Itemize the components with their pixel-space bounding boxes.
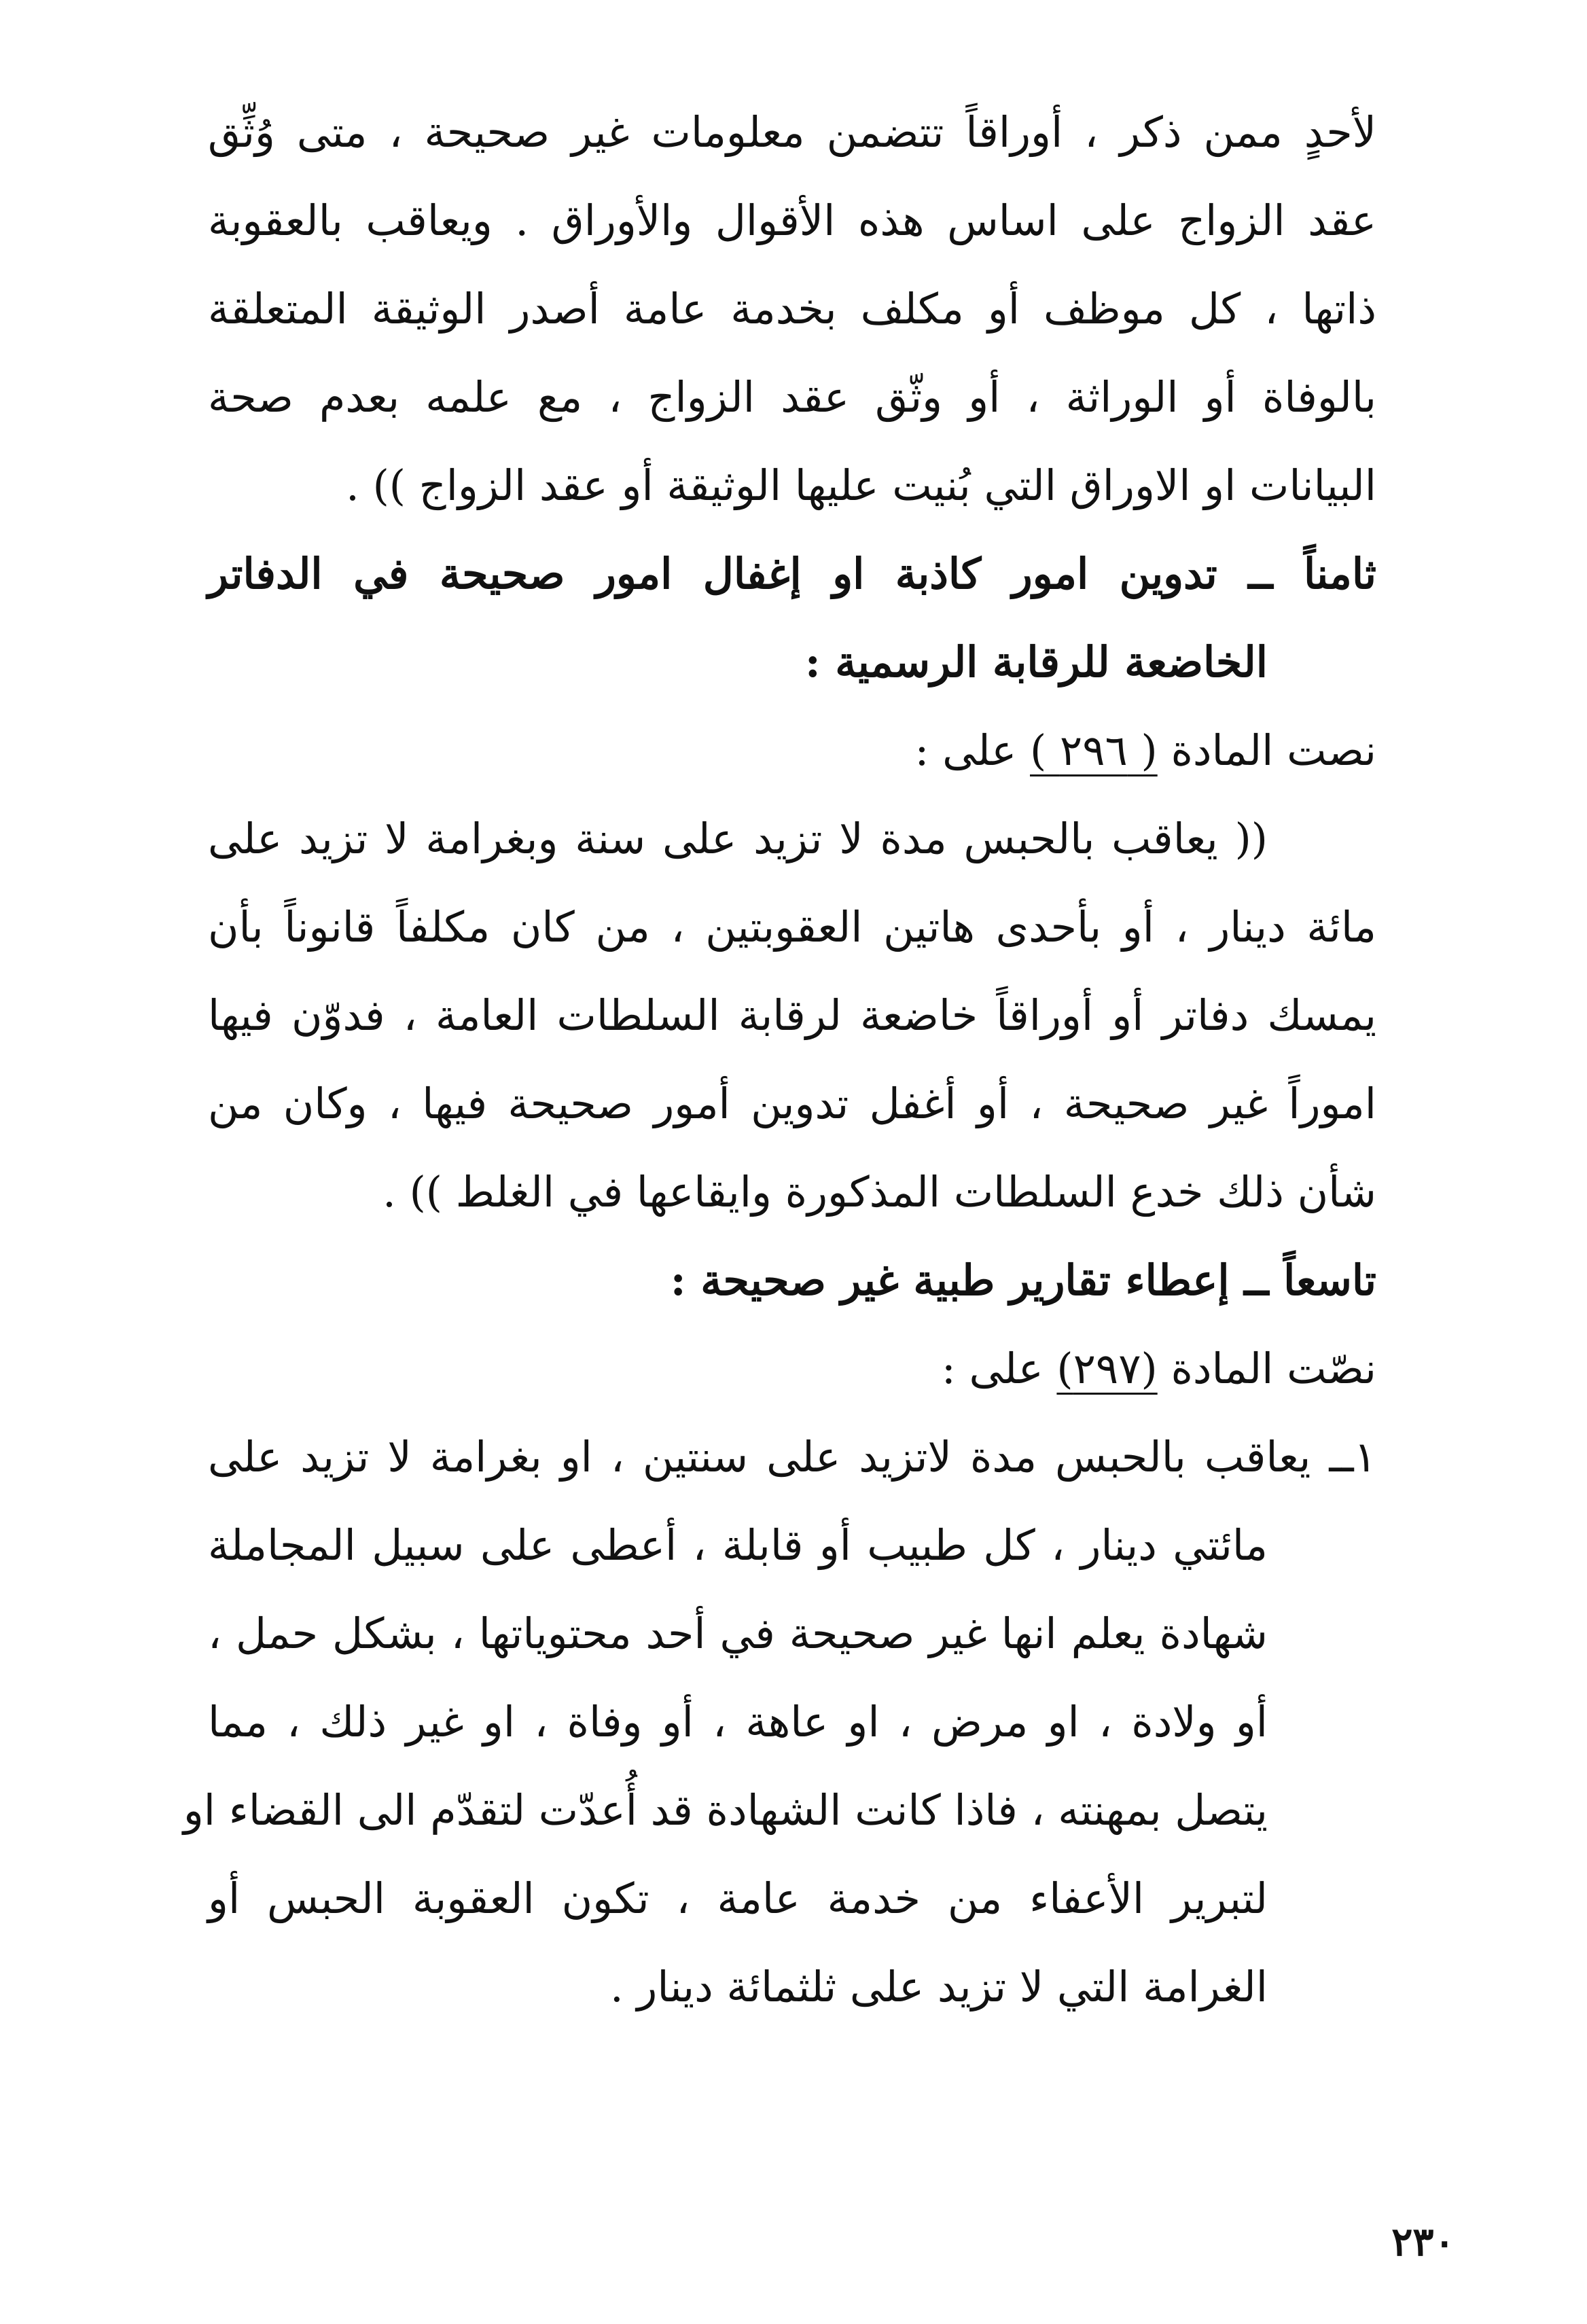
clause-line: مائتي دينار ، كل طبيب أو قابلة ، أعطى على سبيل المجاملة xyxy=(208,1520,1268,1570)
quote-line: شأن ذلك خدع السلطات المذكورة وايقاعها في الغلط )) . xyxy=(382,1167,1376,1217)
paragraph-line: لأحدٍ ممن ذكر ، أوراقاً تتضمن معلومات غير صحيحة ، متى وُثِّق xyxy=(208,107,1376,157)
article-suffix: على : xyxy=(941,1344,1044,1393)
clause-line: شهادة يعلم انها غير صحيحة في أحد محتوياتها ، بشكل حمل ، xyxy=(208,1609,1268,1658)
paragraph-line: ذاتها ، كل موظف أو مكلف بخدمة عامة أصدر الوثيقة المتعلقة xyxy=(208,284,1376,334)
quote-line: (( يعاقب بالحبس مدة لا تزيد على سنة وبغرامة لا تزيد على xyxy=(208,814,1268,863)
article-prefix: نصّت المادة xyxy=(1171,1344,1376,1393)
section-heading-eighth-continued: الخاضعة للرقابة الرسمية : xyxy=(804,637,1268,687)
article-prefix: نصت المادة xyxy=(1171,726,1376,775)
section-heading-eighth: ثامناً ــ تدوين امور كاذبة او إغفال امور صحيحة في الدفاتر xyxy=(208,549,1376,598)
article-suffix: على : xyxy=(914,726,1017,775)
page-number: ٢٣٠ xyxy=(1391,2219,1455,2265)
clause-line: ١ــ يعاقب بالحبس مدة لاتزيد على سنتين ، او بغرامة لا تزيد على xyxy=(208,1432,1376,1482)
quote-line: يمسك دفاتر أو أوراقاً خاضعة لرقابة السلطات العامة ، فدوّن فيها xyxy=(208,990,1376,1040)
quote-line: مائة دينار ، أو بأحدى هاتين العقوبتين ، من كان مكلفاً قانوناً بأن xyxy=(208,902,1376,952)
article-number: (٢٩٧) xyxy=(1056,1344,1158,1393)
quote-line: اموراً غير صحيحة ، أو أغفل تدوين أمور صحيحة فيها ، وكان من xyxy=(208,1079,1376,1128)
article-number: ( ٢٩٦ ) xyxy=(1030,726,1158,775)
clause-line: أو ولادة ، او مرض ، او عاهة ، أو وفاة ، او غير ذلك ، مما xyxy=(208,1697,1268,1747)
section-heading-ninth: تاسعاً ــ إعطاء تقارير طبية غير صحيحة : xyxy=(670,1255,1376,1305)
clause-line: لتبرير الأعفاء من خدمة عامة ، تكون العقوبة الحبس أو xyxy=(208,1874,1268,1923)
clause-line: يتصل بمهنته ، فاذا كانت الشهادة قد أُعدّت لتقدّم الى القضاء او xyxy=(183,1785,1268,1835)
paragraph-line: بالوفاة أو الوراثة ، أو وثّق عقد الزواج ، مع علمه بعدم صحة xyxy=(208,372,1376,422)
paragraph-line: عقد الزواج على اساس هذه الأقوال والأوراق . ويعاقب بالعقوبة xyxy=(208,196,1376,245)
clause-line: الغرامة التي لا تزيد على ثلثمائة دينار . xyxy=(609,1962,1268,2012)
article-296-intro xyxy=(208,707,1376,795)
paragraph-line: البيانات او الاوراق التي بُنيت عليها الوثيقة أو عقد الزواج )) . xyxy=(346,461,1376,510)
article-297-intro xyxy=(208,1325,1376,1413)
